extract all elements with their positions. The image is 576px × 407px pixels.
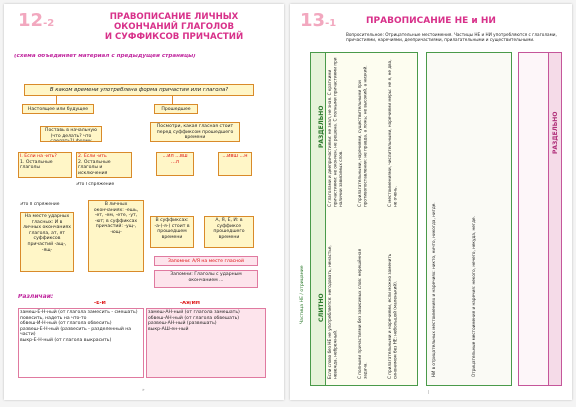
compare-left-item: повесить, надеть на что-то	[20, 315, 87, 321]
page-footer: »	[142, 388, 145, 393]
compare-left-item: развеш-Е-Н-ный (развесить - разделенный на части)	[20, 326, 132, 338]
past-left-box: ...ил ...вш ...л	[156, 152, 194, 176]
compare-right-item: обвеш-АН-ный (от глагола обвешать)	[148, 315, 240, 321]
step-present: Поставь в начальную (что делать? что сделать?) форму	[40, 126, 102, 142]
compare-left-item: замеш-Е-Н-ный (от глагола замесить - смешать)	[20, 310, 138, 315]
middle-column-box	[426, 52, 512, 386]
note-pink: Запомни: Глаголы с ударным окончанием ...	[154, 270, 258, 288]
group-two-box: 2. Если -ить 2. Остальные глаголы и исключения	[76, 152, 132, 178]
text-column: С местоимениями, числительными, наречиями меры: не я, не два, не очень.	[387, 59, 398, 207]
page-number: 13-1	[300, 10, 337, 31]
side-label: Частица НЕ / отрицание	[300, 265, 305, 324]
text-column: Если слово без НЕ не употребляется: негодовать, ненастье, невежда, небрежный.	[327, 245, 338, 379]
right-page	[290, 4, 572, 400]
past-right-box: ...ивш ...н	[218, 152, 252, 176]
page-number: 12-2	[18, 10, 55, 31]
band-strip	[311, 53, 326, 385]
band-label-middle: РАЗДЕЛЬНО	[552, 111, 559, 154]
band-strip	[548, 53, 561, 385]
text-column: С прилагательными, наречиями, существительными при противопоставлении: не правда, а ложь; не высокий, а низкий.	[357, 65, 368, 207]
page-title: ПРАВОПИСАНИЕ НЕ и НИ	[366, 16, 496, 26]
compare-right-item: развеш-АН-ный (развешать)	[148, 321, 217, 327]
column-b: В личных окончаниях: -ешь, -ет, -ем, -ете, -ут, -ют; в суффиксах причастий: -ущ-, -ющ-	[88, 200, 144, 272]
group-one-box: I. Если на -ить? 1. Остальные глаголы	[18, 152, 72, 178]
compare-right	[146, 308, 266, 378]
text-column: С полными причастиями без зависимых слов: нерешённая задача.	[357, 248, 368, 379]
band-label-together: СЛИТНО	[318, 293, 325, 322]
text-column: С прилагательными и наречиями, если можно заменить синонимом без НЕ: небольшой (маленький).	[387, 253, 398, 379]
compare-head-right: -АЯ/ИН	[180, 301, 200, 306]
remember-label: Различай:	[18, 294, 54, 300]
compare-head-left: -Е-И	[94, 301, 106, 306]
compare-left	[18, 308, 144, 378]
branch-present: Настоящее или будущее	[22, 104, 94, 114]
subtitle: (схема объединяет материал с предыдущей страницы)	[14, 54, 196, 59]
intro-text: Вопросительное: Отрицательные местоимения. Частицы НЕ и НИ употребляются с глаголами, причастиями, наречиями, деепричастиями, прилагательными и существительными.	[346, 32, 557, 43]
text-column: Отрицательные местоимения и наречия: некого, нечего, некуда, негде.	[471, 216, 476, 377]
connector	[172, 96, 173, 104]
connector	[56, 96, 57, 104]
compare-left-item: обвеш-И-Н-ный (от глагола обвесить)	[20, 321, 112, 327]
text-column: НИ в отрицательных местоимениях и наречиях: никто, ничто, никогда, нигде.	[431, 202, 436, 377]
branch-past: Прошедшее	[154, 104, 198, 114]
column-d: А, Я, Е, И: в суффиксе прошедшего времени	[204, 216, 254, 248]
compare-right-item: выкр-АШ-ен-ный	[148, 326, 189, 332]
page-title: ПРАВОПИСАНИЕ ЛИЧНЫХ ОКОНЧАНИЙ ГЛАГОЛОВ И СУФФИКСОВ ПРИЧАСТИЙ	[104, 12, 244, 42]
band-label-separate: РАЗДЕЛЬНО	[318, 105, 325, 148]
text-column: С глаголами и деепричастиями: не знал, не зная. С краткими причастиями: не окончен, не решена. С полными причастиями при наличии зависимых слов.	[327, 57, 344, 207]
column-a: На месте ударных гласных: И в личных окончаниях глагола, ат, ят суффиксов причастий -ащ-, -ящ-	[20, 212, 74, 272]
question-box: В каком времени употреблена форма причастия или глагола?	[24, 84, 254, 96]
exceptions-label: Это I спряжение	[76, 182, 115, 187]
left-page	[4, 4, 284, 400]
column-c: В суффиксах: -а-(-я-) стоит в прошедшем времени	[150, 216, 194, 248]
page-footer: |	[428, 390, 430, 395]
compare-right-item: замеш-АН-ный (от глагола замешать)	[148, 310, 240, 315]
note-red: Запомни: А/Я на месте гласной	[154, 256, 258, 266]
right-column-box	[518, 52, 562, 386]
second-conj-label: Это II спряжение	[20, 202, 60, 207]
left-column-box	[310, 52, 418, 386]
step-past: Посмотри, какая гласная стоит перед суффиксом прошедшего времени	[150, 122, 240, 142]
compare-left-item: выкр-Е-Н-ный (от глагола выкрасить)	[20, 337, 112, 343]
